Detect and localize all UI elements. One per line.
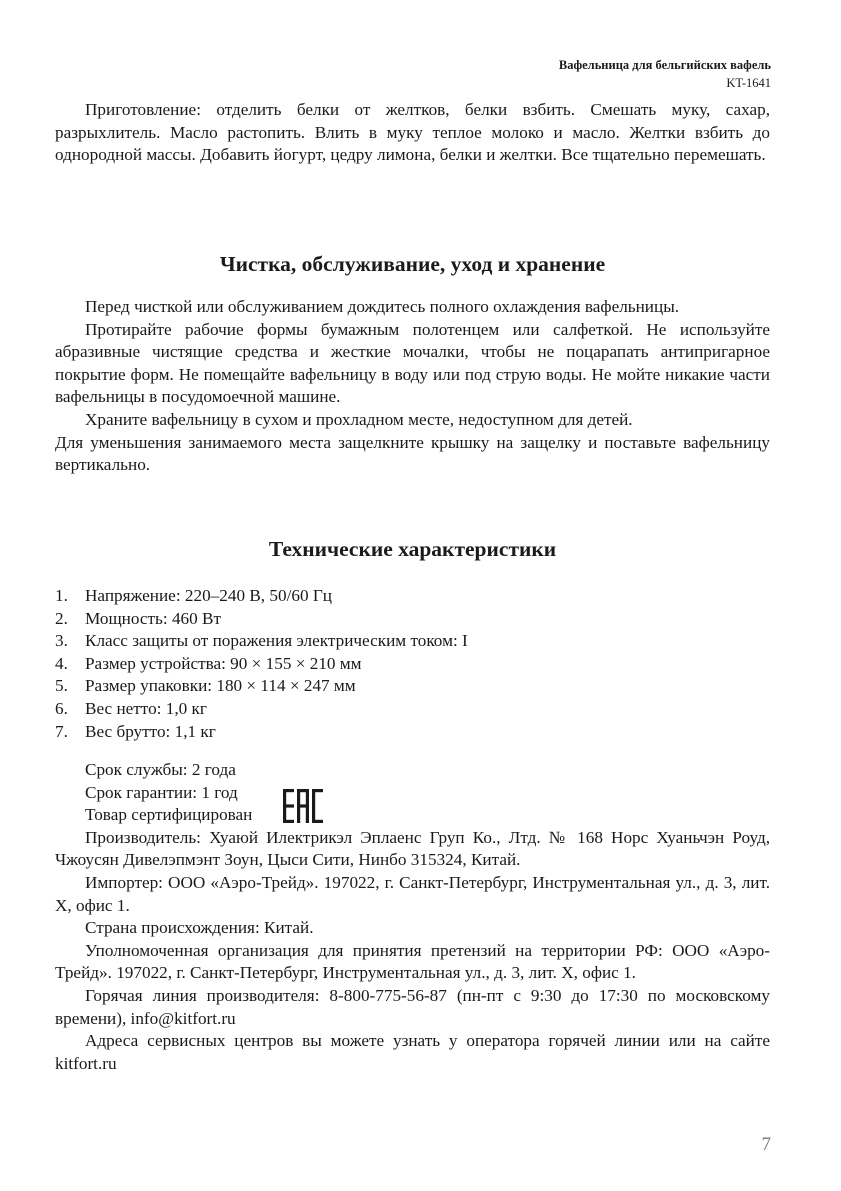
page-header bbox=[559, 56, 771, 92]
spec-item bbox=[55, 608, 770, 631]
spec-text: Вес нетто: 1,0 кг bbox=[85, 698, 207, 718]
cleaning-section bbox=[55, 296, 770, 477]
hotline: Горячая линия производителя: 8-800-775-56-87 (пн-пт с 9:30 до 17:30 по московскому времени), info@kitfort.ru bbox=[55, 985, 770, 1028]
service-life: Срок службы: 2 года bbox=[85, 760, 236, 779]
specs-list bbox=[55, 585, 770, 743]
specs-heading: Технические характеристики bbox=[268, 537, 557, 561]
spec-number: 4. bbox=[55, 653, 68, 673]
spec-item bbox=[55, 698, 770, 721]
importer: Импортер: ООО «Аэро-Трейд». 197022, г. Санкт-Петербург, Инструментальная ул., д. 3, лит. Х, офис 1. bbox=[55, 872, 770, 915]
cleaning-heading: Чистка, обслуживание, уход и хранение bbox=[219, 252, 606, 276]
certification-row bbox=[55, 804, 770, 827]
preparation-section bbox=[55, 99, 770, 167]
spec-number: 7. bbox=[55, 721, 68, 741]
spec-number: 6. bbox=[55, 698, 68, 718]
cleaning-paragraph-2: Протирайте рабочие формы бумажным полотенцем или салфеткой. Не используйте абразивные чистящие средства и жесткие мочалки, чтобы не поцарапать антипригарное покрытие форм. Не помещайте вафельницу в воду или под струю воды. Не мойте никакие части вафельницы в посудомоечной машине. bbox=[55, 319, 770, 407]
spec-number: 2. bbox=[55, 608, 68, 628]
authorized-organization: Уполномоченная организация для принятия претензий на территории РФ: ООО «Аэро-Трейд». 197022, г. Санкт-Петербург, Инструментальная ул., д. 3, лит. Х, офис 1. bbox=[55, 940, 770, 983]
manufacturer: Производитель: Хуаюй Илектрикэл Эплаенс Груп Ко., Лтд. № 168 Норс Хуаньчэн Роуд, Чжоусян Дивелэпмэнт Зоун, Цыси Сити, Нинбо 315324, Китай. bbox=[55, 827, 770, 870]
spec-text: Мощность: 460 Вт bbox=[85, 608, 222, 628]
spec-item bbox=[55, 653, 770, 676]
info-section bbox=[55, 759, 770, 1075]
service-centers: Адреса сервисных центров вы можете узнать у оператора горячей линии или на сайте kitfort.ru bbox=[55, 1031, 770, 1073]
warranty: Срок гарантии: 1 год bbox=[85, 782, 238, 802]
preparation-text: Приготовление: отделить белки от желтков, белки взбить. Смешать муку, сахар, разрыхлитель. Масло растопить. Влить в муку теплое молоко и масло. Желтки взбить до однородной массы. Добавить йогурт, цедру лимона, белки и желтки. Все тщательно перемешать. bbox=[55, 100, 770, 165]
spec-text: Напряжение: 220–240 В, 50/60 Гц bbox=[85, 586, 332, 605]
document-title: Вафельница для бельгийских вафель bbox=[558, 58, 771, 72]
eac-certification-mark bbox=[282, 787, 324, 825]
spec-item bbox=[55, 630, 770, 653]
country-of-origin: Страна происхождения: Китай. bbox=[85, 918, 314, 938]
cleaning-paragraph-4: Для уменьшения занимаемого места защелкните крышку на защелку и поставьте вафельницу вертикально. bbox=[55, 432, 770, 475]
certified-text: Товар сертифицирован bbox=[85, 805, 253, 825]
spec-item bbox=[55, 675, 770, 698]
spec-number: 3. bbox=[55, 631, 68, 651]
spec-item bbox=[55, 721, 770, 744]
spec-text: Размер устройства: 90 × 155 × 210 мм bbox=[85, 653, 362, 673]
spec-item bbox=[55, 585, 770, 608]
page-number: 7 bbox=[761, 1134, 771, 1155]
spec-text: Класс защиты от поражения электрическим током: I bbox=[85, 631, 468, 651]
model-number: KT-1641 bbox=[726, 76, 771, 90]
cleaning-paragraph-1: Перед чисткой или обслуживанием дождитесь полного охлаждения вафельницы. bbox=[85, 297, 680, 316]
specs-section bbox=[55, 585, 770, 743]
spec-text: Размер упаковки: 180 × 114 × 247 мм bbox=[85, 676, 356, 696]
cleaning-paragraph-3: Храните вафельницу в сухом и прохладном месте, недоступном для детей. bbox=[85, 409, 633, 429]
spec-text: Вес брутто: 1,1 кг bbox=[85, 721, 216, 741]
spec-number: 5. bbox=[55, 676, 68, 696]
spec-number: 1. bbox=[55, 586, 68, 605]
